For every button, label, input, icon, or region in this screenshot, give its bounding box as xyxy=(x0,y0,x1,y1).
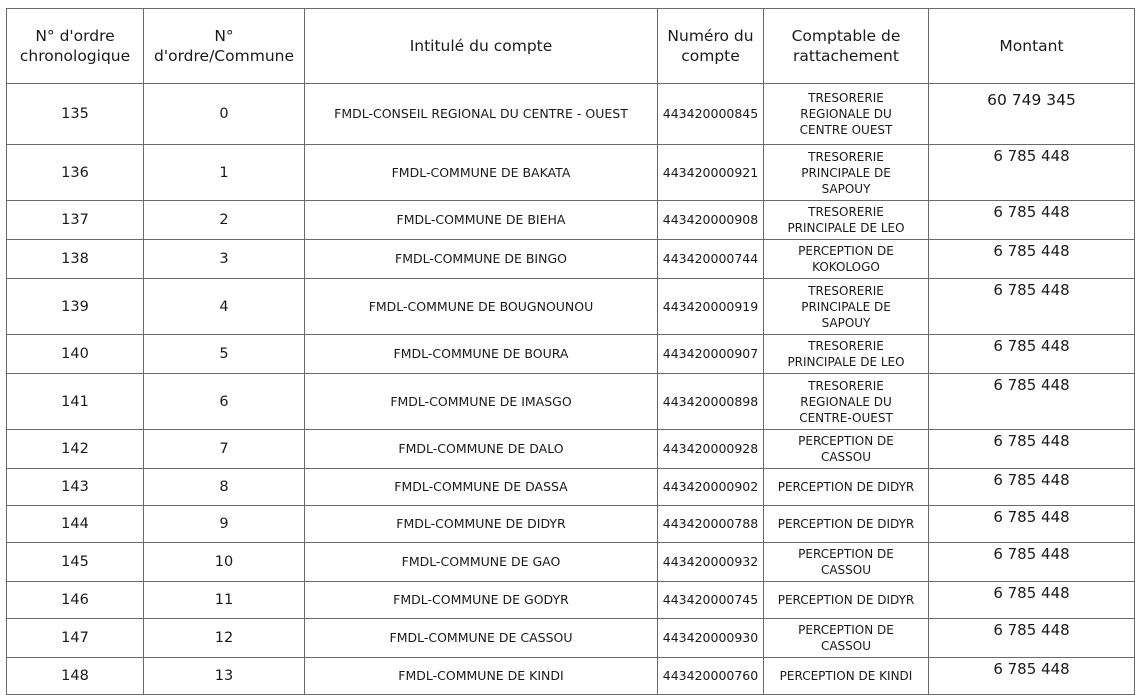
cell-intitule: FMDL-COMMUNE DE DALO xyxy=(305,430,658,469)
cell-intitule: FMDL-COMMUNE DE IMASGO xyxy=(305,374,658,430)
cell-comptable xyxy=(764,279,929,335)
cell-intitule: FMDL-COMMUNE DE BOUGNOUNOU xyxy=(305,279,658,335)
cell-chrono: 138 xyxy=(7,240,144,279)
cell-intitule: FMDL-COMMUNE DE BOURA xyxy=(305,335,658,374)
cell-intitule: FMDL-COMMUNE DE DIDYR xyxy=(305,506,658,543)
table-row xyxy=(7,374,1135,430)
cell-comptable xyxy=(764,543,929,582)
cell-commune: 8 xyxy=(144,469,305,506)
cell-chrono: 147 xyxy=(7,619,144,658)
comptable-line: PERCEPTION DE xyxy=(798,547,894,561)
comptable-line: PERCEPTION DE DIDYR xyxy=(777,593,915,607)
header-comptable-line1: Comptable de xyxy=(791,27,901,45)
comptable-line: TRESORERIE xyxy=(808,378,884,393)
cell-intitule: FMDL-COMMUNE DE GODYR xyxy=(305,582,658,619)
comptable-line: PRINCIPALE DE xyxy=(801,299,891,314)
cell-montant: 6 785 448 xyxy=(929,658,1135,695)
cell-montant: 6 785 448 xyxy=(929,335,1135,374)
cell-intitule: FMDL-COMMUNE DE BAKATA xyxy=(305,145,658,201)
cell-chrono: 141 xyxy=(7,374,144,430)
cell-chrono: 137 xyxy=(7,201,144,240)
cell-intitule: FMDL-COMMUNE DE DASSA xyxy=(305,469,658,506)
cell-chrono: 139 xyxy=(7,279,144,335)
comptable-line: TRESORERIE xyxy=(808,339,884,353)
header-numero-line1: Numéro du xyxy=(667,27,754,45)
cell-commune: 7 xyxy=(144,430,305,469)
cell-comptable xyxy=(764,201,929,240)
cell-intitule: FMDL-COMMUNE DE GAO xyxy=(305,543,658,582)
header-comptable-line2: rattachement xyxy=(793,47,899,65)
table-row xyxy=(7,84,1135,145)
comptable-line: PRINCIPALE DE LEO xyxy=(787,221,905,235)
cell-montant: 6 785 448 xyxy=(929,430,1135,469)
comptable-line: CASSOU xyxy=(820,450,872,464)
cell-montant: 6 785 448 xyxy=(929,374,1135,430)
cell-numero: 443420000760 xyxy=(658,658,764,695)
comptable-line: TRESORERIE xyxy=(808,91,884,105)
cell-numero: 443420000908 xyxy=(658,201,764,240)
cell-montant: 6 785 448 xyxy=(929,619,1135,658)
cell-commune: 5 xyxy=(144,335,305,374)
header-montant xyxy=(929,9,1135,84)
comptable-line: PRINCIPALE DE LEO xyxy=(787,355,905,369)
cell-commune: 3 xyxy=(144,240,305,279)
cell-comptable xyxy=(764,335,929,374)
cell-chrono: 144 xyxy=(7,506,144,543)
comptable-line: REGIONALE DU xyxy=(800,107,892,121)
cell-comptable xyxy=(764,374,929,430)
header-intitule-label: Intitulé du compte xyxy=(409,37,553,55)
cell-intitule: FMDL-COMMUNE DE BIEHA xyxy=(305,201,658,240)
comptable-line: CASSOU xyxy=(820,563,872,577)
table-row xyxy=(7,619,1135,658)
cell-montant: 6 785 448 xyxy=(929,582,1135,619)
cell-chrono: 135 xyxy=(7,84,144,145)
table-row xyxy=(7,658,1135,695)
cell-intitule: FMDL-COMMUNE DE BINGO xyxy=(305,240,658,279)
cell-intitule: FMDL-COMMUNE DE KINDI xyxy=(305,658,658,695)
cell-commune: 13 xyxy=(144,658,305,695)
cell-commune: 4 xyxy=(144,279,305,335)
cell-numero: 443420000930 xyxy=(658,619,764,658)
cell-chrono: 148 xyxy=(7,658,144,695)
comptable-line: CENTRE OUEST xyxy=(799,123,893,137)
cell-montant: 60 749 345 xyxy=(929,84,1135,145)
table-row xyxy=(7,430,1135,469)
cell-numero: 443420000921 xyxy=(658,145,764,201)
cell-montant: 6 785 448 xyxy=(929,543,1135,582)
comptable-line: PERCEPTION DE xyxy=(798,244,894,258)
table-row xyxy=(7,335,1135,374)
comptable-line: PERCEPTION DE KINDI xyxy=(779,669,913,683)
cell-numero: 443420000745 xyxy=(658,582,764,619)
comptable-line: TRESORERIE xyxy=(808,149,884,164)
cell-chrono: 143 xyxy=(7,469,144,506)
header-numero-line2: compte xyxy=(681,47,740,65)
header-chrono-line2: chronologique xyxy=(19,47,131,65)
cell-numero: 443420000932 xyxy=(658,543,764,582)
cell-comptable xyxy=(764,469,929,506)
cell-comptable xyxy=(764,506,929,543)
cell-numero: 443420000898 xyxy=(658,374,764,430)
header-intitule xyxy=(305,9,658,84)
cell-commune: 1 xyxy=(144,145,305,201)
cell-numero: 443420000907 xyxy=(658,335,764,374)
accounts-table xyxy=(6,8,1135,695)
document-page xyxy=(6,8,1135,695)
cell-intitule: FMDL-CONSEIL REGIONAL DU CENTRE - OUEST xyxy=(305,84,658,145)
table-row xyxy=(7,543,1135,582)
cell-montant: 6 785 448 xyxy=(929,506,1135,543)
cell-chrono: 145 xyxy=(7,543,144,582)
cell-chrono: 146 xyxy=(7,582,144,619)
cell-commune: 2 xyxy=(144,201,305,240)
table-body xyxy=(7,84,1135,695)
comptable-line: KOKOLOGO xyxy=(812,260,880,274)
comptable-line: PERCEPTION DE DIDYR xyxy=(777,517,915,531)
comptable-line: REGIONALE DU xyxy=(800,394,892,409)
cell-comptable xyxy=(764,84,929,145)
header-commune-line2: d'ordre/Commune xyxy=(154,47,294,65)
cell-chrono: 140 xyxy=(7,335,144,374)
header-montant-label: Montant xyxy=(999,37,1064,55)
header-commune xyxy=(144,9,305,84)
cell-comptable xyxy=(764,145,929,201)
table-row xyxy=(7,240,1135,279)
cell-commune: 9 xyxy=(144,506,305,543)
cell-montant: 6 785 448 xyxy=(929,279,1135,335)
comptable-line: PERCEPTION DE xyxy=(798,623,894,637)
cell-commune: 0 xyxy=(144,84,305,145)
header-comptable xyxy=(764,9,929,84)
cell-comptable xyxy=(764,582,929,619)
cell-commune: 10 xyxy=(144,543,305,582)
cell-montant: 6 785 448 xyxy=(929,145,1135,201)
comptable-line: TRESORERIE xyxy=(808,283,884,298)
cell-numero: 443420000744 xyxy=(658,240,764,279)
cell-montant: 6 785 448 xyxy=(929,201,1135,240)
cell-comptable xyxy=(764,430,929,469)
table-row xyxy=(7,469,1135,506)
cell-chrono: 142 xyxy=(7,430,144,469)
cell-numero: 443420000919 xyxy=(658,279,764,335)
cell-commune: 6 xyxy=(144,374,305,430)
cell-numero: 443420000845 xyxy=(658,84,764,145)
header-numero xyxy=(658,9,764,84)
header-chrono xyxy=(7,9,144,84)
cell-comptable xyxy=(764,619,929,658)
table-row xyxy=(7,201,1135,240)
header-row xyxy=(7,9,1135,84)
cell-comptable xyxy=(764,658,929,695)
comptable-line: SAPOUY xyxy=(821,315,871,330)
comptable-line: PERCEPTION DE DIDYR xyxy=(777,480,915,494)
cell-numero: 443420000788 xyxy=(658,506,764,543)
comptable-line: CASSOU xyxy=(820,639,872,653)
cell-commune: 11 xyxy=(144,582,305,619)
comptable-line: SAPOUY xyxy=(821,181,871,196)
comptable-line: TRESORERIE xyxy=(808,205,884,219)
table-row xyxy=(7,506,1135,543)
cell-numero: 443420000902 xyxy=(658,469,764,506)
comptable-line: CENTRE-OUEST xyxy=(799,410,893,425)
comptable-line: PRINCIPALE DE xyxy=(801,165,891,180)
cell-commune: 12 xyxy=(144,619,305,658)
cell-montant: 6 785 448 xyxy=(929,240,1135,279)
table-row xyxy=(7,279,1135,335)
table-row xyxy=(7,145,1135,201)
cell-numero: 443420000928 xyxy=(658,430,764,469)
table-row xyxy=(7,582,1135,619)
cell-chrono: 136 xyxy=(7,145,144,201)
comptable-line: PERCEPTION DE xyxy=(798,434,894,448)
cell-montant: 6 785 448 xyxy=(929,469,1135,506)
cell-intitule: FMDL-COMMUNE DE CASSOU xyxy=(305,619,658,658)
header-commune-line1: N° xyxy=(214,27,234,45)
cell-comptable xyxy=(764,240,929,279)
header-chrono-line1: N° d'ordre xyxy=(35,27,115,45)
